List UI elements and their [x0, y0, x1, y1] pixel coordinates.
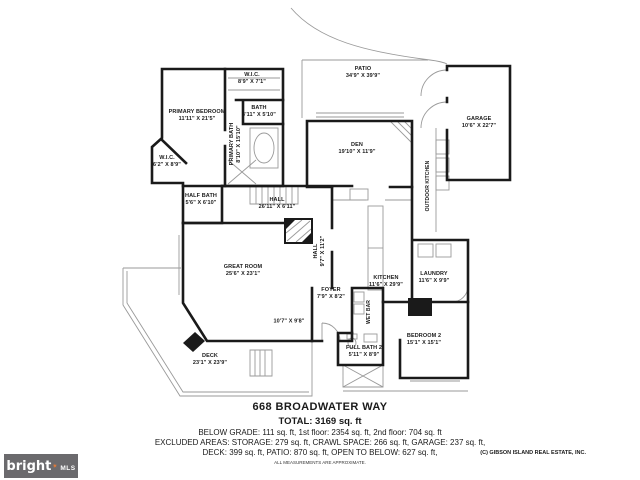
logo-suffix-text: MLS — [60, 465, 76, 472]
closet-block — [408, 298, 432, 316]
room-label-deck: DECK 23'1" X 23'9" — [192, 352, 228, 366]
room-label-foyer: FOYER 7'9" X 8'2" — [317, 286, 345, 300]
room-label-garage: GARAGE 10'6" X 22'7" — [461, 115, 497, 129]
open-to-below — [343, 365, 383, 387]
room-label-wic-primary: W.I.C. 8'9" X 7'1" — [238, 71, 266, 85]
room-label-bath: BATH 3'11" X 5'10" — [242, 104, 276, 118]
garage-door-arcs — [421, 70, 447, 128]
room-label-great-room: GREAT ROOM 25'6" X 23'1" — [223, 263, 263, 277]
logo-brand-text: bright — [6, 458, 52, 474]
room-label-patio: PATIO 34'9" X 39'9" — [345, 65, 381, 79]
washer — [418, 244, 433, 257]
room-label-hall: HALL 26'11" X 6'11" — [258, 196, 296, 210]
sink — [364, 334, 377, 342]
room-label-full-bath-2: FULL BATH 2 5'11" X 8'9" — [345, 344, 383, 358]
room-label-sitting-area: 10'7" X 9'8" — [273, 318, 305, 325]
room-label-bedroom-2: BEDROOM 2 15'1" X 15'1" — [406, 332, 442, 346]
room-label-den: DEN 19'10" X 11'9" — [338, 141, 376, 155]
room-label-outdoor-kitchen: OUTDOOR KITCHEN — [424, 160, 431, 212]
room-label-wet-bar: WET BAR — [365, 299, 372, 325]
logo-spark-icon: ✷ — [52, 463, 58, 470]
area-line-2: EXCLUDED AREAS: STORAGE: 279 sq. ft, CRAWL SPACE: 266 sq. ft, GARAGE: 237 sq. ft, — [154, 438, 486, 447]
copyright: (C) GIBSON ISLAND REAL ESTATE, INC. — [480, 450, 586, 456]
tub — [254, 133, 274, 163]
room-label-wic-2: W.I.C. 6'2" X 8'9" — [153, 154, 181, 168]
room-label-half-bath: HALF BATH 5'6" X 6'10" — [185, 192, 217, 206]
terrain-curve — [291, 8, 447, 64]
den-corner-hatch — [390, 121, 412, 143]
room-label-hall-2: HALL 9'7" X 11'2" — [312, 235, 326, 267]
bright-mls-logo — [4, 454, 78, 478]
deck-outline — [123, 268, 312, 396]
wet-bar-fixture — [354, 292, 364, 302]
dryer — [436, 244, 451, 257]
room-label-kitchen: KITCHEN 11'6" X 29'9" — [369, 274, 403, 288]
address: 668 BROADWATER WAY — [252, 401, 388, 413]
room-label-primary-bedroom: PRIMARY BEDROOM 11'11" X 21'5" — [168, 108, 226, 122]
total-area: TOTAL: 3169 sq. ft — [278, 416, 362, 427]
area-line-1: BELOW GRADE: 111 sq. ft, 1st floor: 2354 sq. ft, 2nd floor: 704 sq. ft — [198, 428, 442, 437]
disclaimer: ALL MEASUREMENTS ARE APPROXIMATE. — [274, 460, 366, 465]
deck-stairs — [250, 350, 272, 376]
room-label-laundry: LAUNDRY 11'6" X 9'9" — [418, 270, 450, 284]
area-line-3: DECK: 399 sq. ft, PATIO: 870 sq. ft, OPEN TO BELOW: 627 sq. ft, — [202, 448, 438, 457]
range — [350, 189, 368, 200]
laundry-door-arc — [452, 286, 468, 302]
den-windows — [316, 113, 404, 117]
room-label-primary-bath: PRIMARY BATH 8'10" X 15'10" — [228, 122, 242, 166]
walkway — [343, 381, 468, 391]
